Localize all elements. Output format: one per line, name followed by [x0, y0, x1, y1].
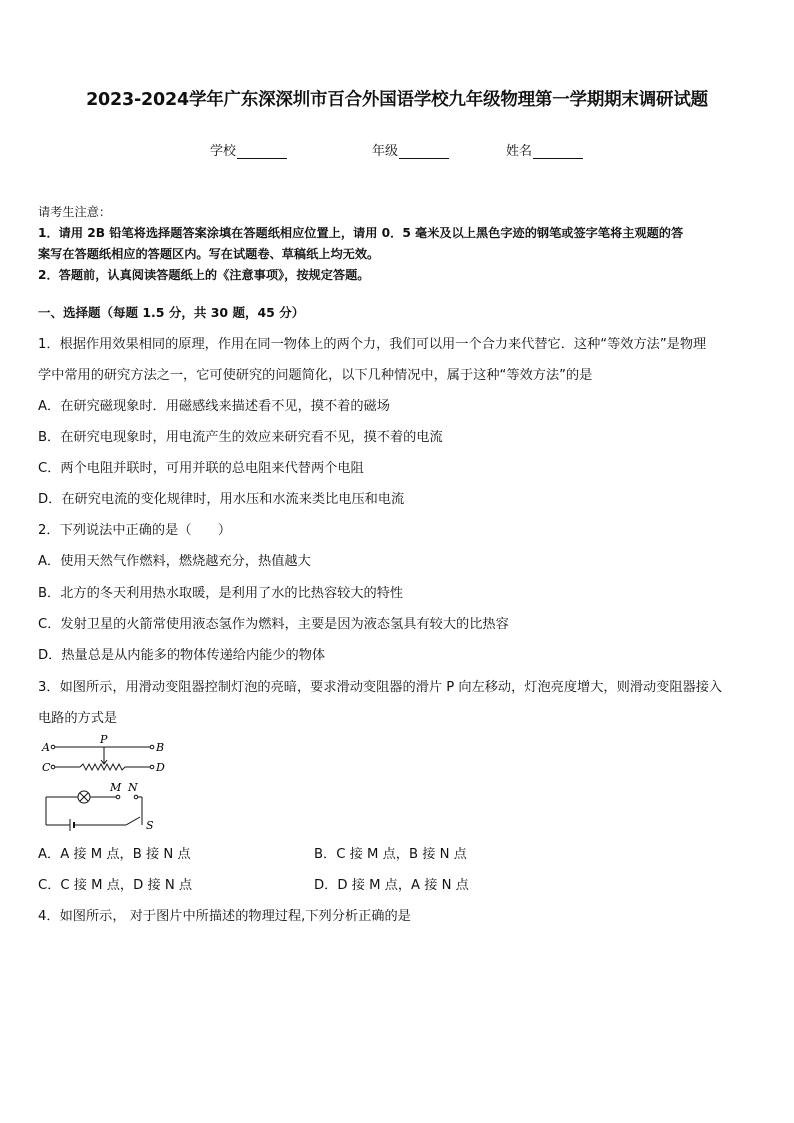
notice-item-1-line-1: 1．请用 2B 铅笔将选择题答案涂填在答题纸相应位置上，请用 0．5 毫米及以上黑色字迹的钢笔或签字笔将主观题的答 — [38, 226, 684, 240]
grade-field[interactable] — [372, 140, 449, 159]
terminal-b — [150, 745, 154, 749]
q2-option-c[interactable]: C．发射卫星的火箭常使用液态氢作为燃料，主要是因为液态氢具有较大的比热容 — [38, 617, 509, 632]
terminal-d-label: D — [156, 761, 165, 774]
q3-stem-line-2: 电路的方式是 — [38, 711, 118, 726]
student-info-fields — [0, 140, 794, 160]
q3-option-d[interactable]: D．D 接 M 点，A 接 N 点 — [314, 878, 469, 893]
q1-stem-line-2: 学中常用的研究方法之一，它可使研究的问题简化，以下几种情况中，属于这种“等效方法”的是 — [38, 368, 593, 383]
q3-option-a[interactable]: A．A 接 M 点，B 接 N 点 — [38, 847, 191, 862]
school-label: 学校 — [210, 144, 237, 159]
notice-item-2: 2．答题前，认真阅读答题纸上的《注意事项》，按规定答题。 — [38, 268, 370, 282]
q3-stem-line-1: 3．如图所示，用滑动变阻器控制灯泡的亮暗，要求滑动变阻器的滑片 P 向左移动，灯泡亮度增大，则滑动变阻器接入 — [38, 680, 723, 695]
grade-blank[interactable] — [399, 144, 449, 159]
grade-label: 年级 — [372, 144, 399, 159]
terminal-a-label: A — [42, 741, 50, 754]
q2-stem: 2．下列说法中正确的是（ ） — [38, 523, 232, 538]
q2-option-a[interactable]: A．使用天然气作燃料，燃烧越充分，热值越大 — [38, 554, 311, 569]
q1-option-b[interactable]: B．在研究电现象时，用电流产生的效应来研究看不见，摸不着的电流 — [38, 430, 443, 445]
q2-option-d[interactable]: D．热量总是从内能多的物体传递给内能少的物体 — [38, 648, 326, 663]
point-n-label: N — [128, 781, 138, 794]
name-field[interactable] — [506, 140, 583, 159]
school-field[interactable] — [210, 140, 287, 159]
point-m-label: M — [110, 781, 122, 794]
q3-option-c[interactable]: C．C 接 M 点，D 接 N 点 — [38, 878, 193, 893]
name-label: 姓名 — [506, 144, 533, 159]
terminal-c-label: C — [42, 761, 51, 774]
terminal-b-label: B — [156, 741, 165, 754]
notice-heading: 请考生注意： — [38, 205, 112, 219]
q1-option-c[interactable]: C．两个电阻并联时，可用并联的总电阻来代替两个电阻 — [38, 461, 364, 476]
exam-notice — [38, 202, 758, 286]
q1-option-d[interactable]: D．在研究电流的变化规律时，用水压和水流来类比电压和电流 — [38, 492, 405, 507]
page-title: 2023-2024学年广东深深圳市百合外国语学校九年级物理第一学期期末调研试题 — [86, 90, 708, 110]
notice-item-1-line-2: 案写在答题纸相应的答题区内。写在试题卷、草稿纸上均无效。 — [38, 247, 380, 261]
terminal-a — [51, 745, 55, 749]
q3-option-b[interactable]: B．C 接 M 点，B 接 N 点 — [314, 847, 467, 862]
terminal-d — [150, 765, 154, 769]
slider-p-label: P — [100, 733, 108, 746]
resistor-coil — [80, 764, 125, 770]
name-blank[interactable] — [533, 144, 583, 159]
point-m — [116, 795, 120, 799]
circuit-diagram — [40, 733, 170, 833]
switch-s-label: S — [146, 819, 154, 832]
q1-stem-line-1: 1．根据作用效果相同的原理，作用在同一物体上的两个力，我们可以用一个合力来代替它．这种“等效方法”是物理 — [38, 337, 707, 352]
terminal-c — [51, 765, 55, 769]
switch-s[interactable] — [126, 817, 140, 825]
section-title: 一、选择题（每题 1.5 分，共 30 题，45 分） — [38, 305, 305, 320]
q4-stem: 4．如图所示， 对于图片中所描述的物理过程,下列分析正确的是 — [38, 909, 411, 924]
school-blank[interactable] — [237, 144, 287, 159]
q1-option-a[interactable]: A．在研究磁现象时．用磁感线来描述看不见，摸不着的磁场 — [38, 399, 390, 414]
point-n — [134, 795, 138, 799]
q2-option-b[interactable]: B．北方的冬天利用热水取暖，是利用了水的比热容较大的特性 — [38, 586, 404, 601]
